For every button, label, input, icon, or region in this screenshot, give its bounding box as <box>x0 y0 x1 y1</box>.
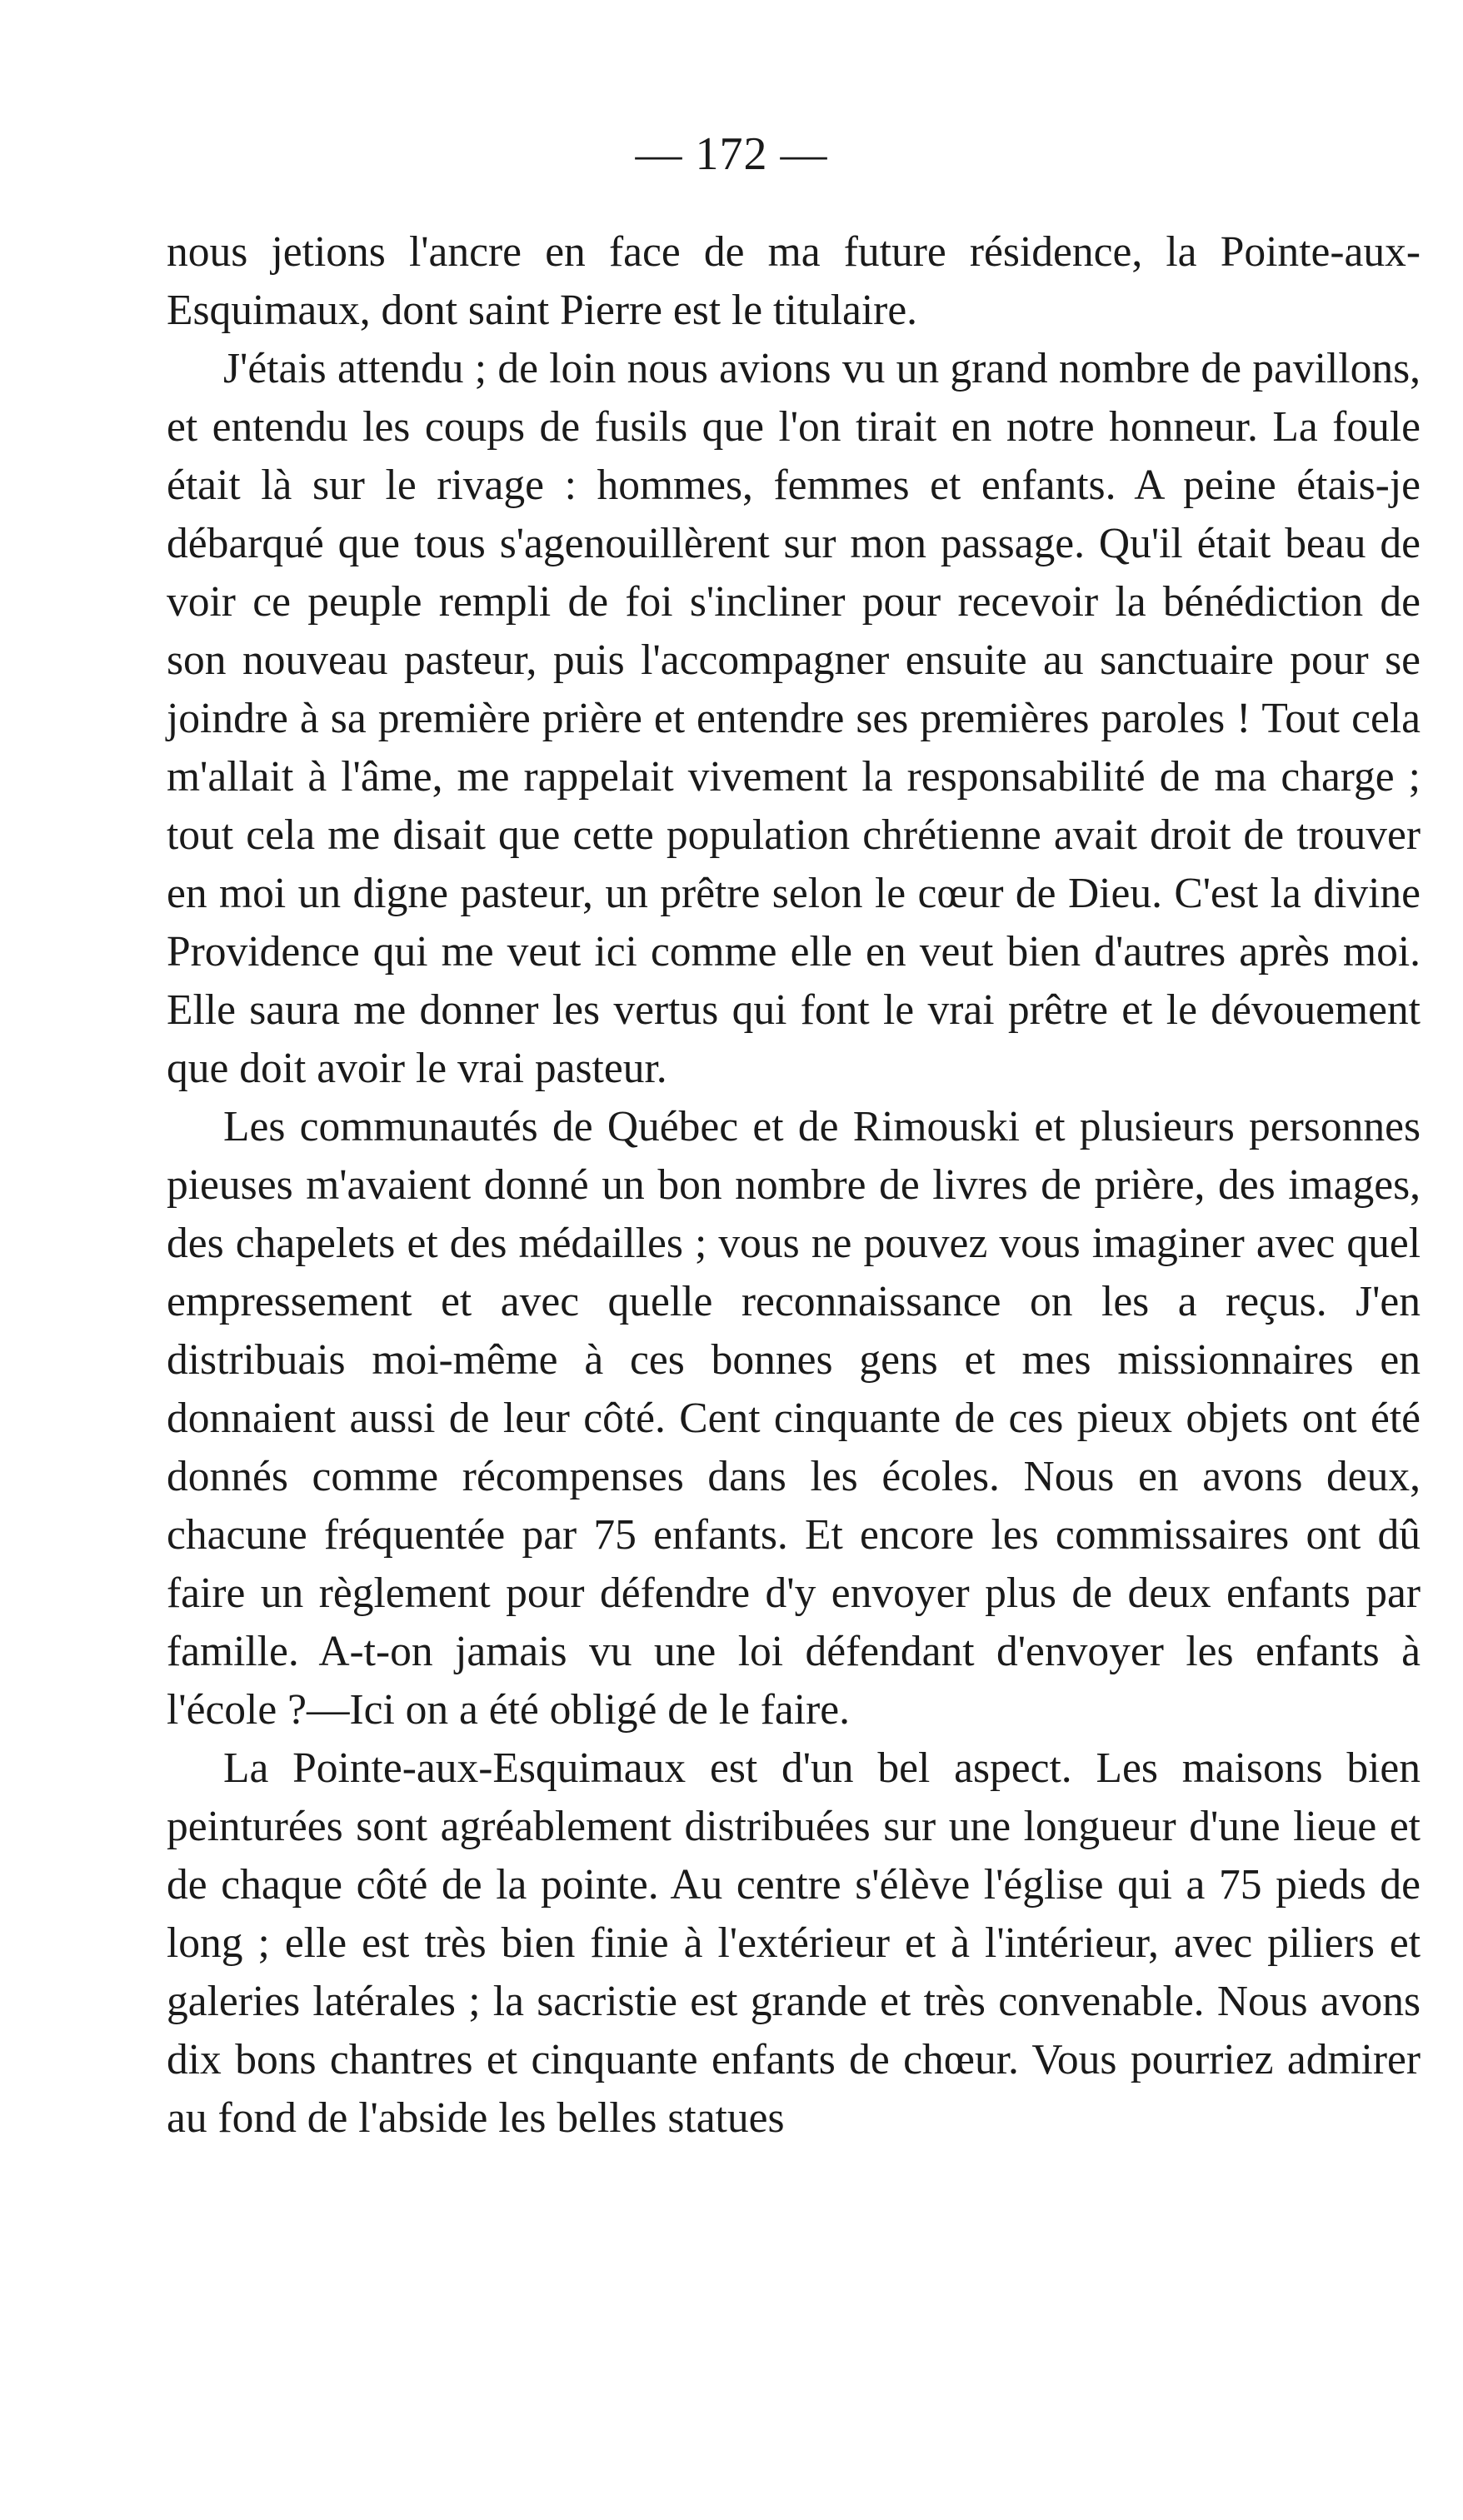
paragraph-continuation: nous jetions l'ancre en face de ma future résidence, la Pointe-aux-Esquimaux, dont saint Pierre est le titulaire. <box>167 228 1421 334</box>
body-text <box>167 223 1421 2148</box>
paragraph-gifts: Les communautés de Québec et de Rimouski et plusieurs personnes pieuses m'avaient donné un bon nombre de livres de prière, des images, des chapelets et des médailles ; vous ne pouvez vous imaginer avec quel empressement et avec quelle reconnaissance on les a reçus. J'en distribuais moi-même à ces bonnes gens et mes missionnaires en donnaient aussi de leur côté. Cent cinquante de ces pieux objets ont été donnés comme récompenses dans les écoles. Nous en avons deux, chacune fréquentée par 75 enfants. Et encore les commissaires ont dû faire un règlement pour défendre d'y envoyer plus de deux enfants par famille. A-t-on jamais vu une loi défendant d'envoyer les enfants à l'école ?—Ici on a été obligé de le faire. <box>167 1103 1421 1734</box>
paragraph-arrival: J'étais attendu ; de loin nous avions vu un grand nombre de pavillons, et entendu les coups de fusils que l'on tirait en notre honneur. La foule était là sur le rivage : hommes, femmes et enfants. A peine étais-je débarqué que tous s'agenouillèrent sur mon passage. Qu'il était beau de voir ce peuple rempli de foi s'incliner pour recevoir la bénédiction de son nouveau pasteur, puis l'accompagner ensuite au sanctuaire pour se joindre à sa première prière et entendre ses premières paroles ! Tout cela m'allait à l'âme, me rappelait vivement la responsabilité de ma charge ; tout cela me disait que cette population chrétienne avait droit de trouver en moi un digne pasteur, un prêtre selon le cœur de Dieu. C'est la divine Providence qui me veut ici comme elle en veut bien d'autres après moi. Elle saura me donner les vertus qui font le vrai prêtre et le dévouement que doit avoir le vrai pasteur. <box>167 345 1421 1092</box>
paragraph-description: La Pointe-aux-Esquimaux est d'un bel aspect. Les maisons bien peinturées sont agréablement distribuées sur une longueur d'une lieue et de chaque côté de la pointe. Au centre s'élève l'église qui a 75 pieds de long ; elle est très bien finie à l'extérieur et à l'intérieur, avec piliers et galeries latérales ; la sacristie est grande et très convenable. Nous avons dix bons chantres et cinquante enfants de chœur. Vous pourriez admirer au fond de l'abside les belles statues <box>167 1744 1421 2142</box>
page-number: — 172 — <box>635 128 828 180</box>
